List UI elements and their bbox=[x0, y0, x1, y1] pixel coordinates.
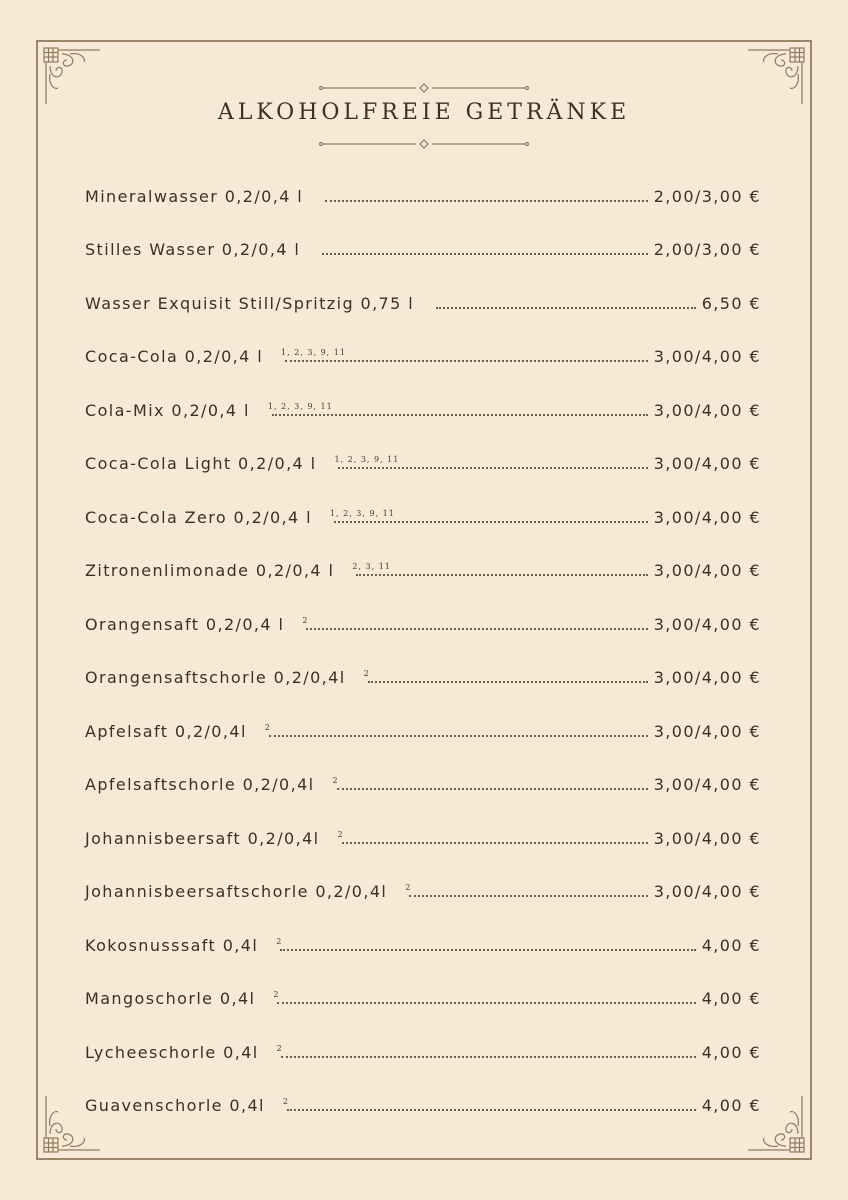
allergen-note: 2 bbox=[276, 1043, 283, 1053]
menu-item bbox=[85, 707, 761, 761]
item-name: Orangensaft 0,2/0,4 l bbox=[85, 614, 285, 634]
menu-item bbox=[85, 654, 761, 708]
menu-item bbox=[85, 547, 761, 601]
dot-leader bbox=[332, 776, 648, 790]
item-name: Mineralwasser 0,2/0,4 l bbox=[85, 186, 304, 206]
allergen-note: 1, 2, 3, 9, 11 bbox=[329, 508, 395, 518]
dot-leader bbox=[329, 508, 648, 523]
dot-leader bbox=[363, 669, 648, 683]
dot-leader bbox=[276, 936, 696, 951]
menu-item bbox=[85, 493, 761, 547]
menu-item bbox=[85, 600, 761, 654]
divider-ornament-icon bbox=[318, 82, 530, 94]
allergen-note: 2 bbox=[405, 883, 412, 892]
item-name: Guavenschorle 0,4l bbox=[85, 1096, 265, 1115]
dot-leader bbox=[267, 401, 648, 416]
item-price: 3,00/4,00 € bbox=[653, 561, 761, 580]
menu-item bbox=[85, 333, 761, 387]
allergen-note: 2 bbox=[282, 1097, 289, 1106]
item-price: 3,00/4,00 € bbox=[653, 721, 761, 741]
dot-leader bbox=[322, 253, 647, 255]
menu-item bbox=[85, 172, 761, 226]
item-price: 2,00/3,00 € bbox=[653, 240, 761, 259]
dot-leader bbox=[352, 562, 647, 576]
allergen-note: 2 bbox=[273, 990, 280, 999]
allergen-note: 2 bbox=[337, 829, 344, 839]
allergen-note: 2 bbox=[276, 936, 283, 946]
corner-ornament-icon bbox=[744, 44, 808, 108]
item-price: 3,00/4,00 € bbox=[653, 882, 761, 901]
menu-item bbox=[85, 279, 761, 333]
dot-leader bbox=[302, 615, 647, 630]
item-name: Orangensaftschorle 0,2/0,4l bbox=[85, 668, 346, 687]
menu-item bbox=[85, 975, 761, 1029]
page-title: ALKOHOLFREIE GETRÄNKE bbox=[217, 100, 631, 125]
item-price: 3,00/4,00 € bbox=[653, 775, 761, 794]
item-price: 3,00/4,00 € bbox=[653, 507, 761, 527]
item-price: 3,00/4,00 € bbox=[653, 668, 761, 687]
item-name: Coca-Cola Light 0,2/0,4 l bbox=[85, 454, 317, 473]
menu-item bbox=[85, 921, 761, 975]
dot-leader bbox=[276, 1043, 696, 1058]
item-name: Coca-Cola 0,2/0,4 l bbox=[85, 347, 264, 366]
item-price: 3,00/4,00 € bbox=[653, 400, 761, 420]
item-price: 4,00 € bbox=[701, 1096, 761, 1115]
item-price: 2,00/3,00 € bbox=[653, 186, 761, 206]
menu-item bbox=[85, 386, 761, 440]
menu-list bbox=[85, 172, 761, 1135]
item-price: 3,00/4,00 € bbox=[653, 347, 761, 366]
dot-leader bbox=[334, 455, 647, 469]
dot-leader bbox=[273, 990, 695, 1004]
item-price: 3,00/4,00 € bbox=[653, 454, 761, 473]
item-name: Apfelsaftschorle 0,2/0,4l bbox=[85, 775, 315, 794]
corner-ornament-icon bbox=[40, 44, 104, 108]
menu-item bbox=[85, 814, 761, 868]
menu-item bbox=[85, 226, 761, 280]
item-name: Apfelsaft 0,2/0,4l bbox=[85, 721, 247, 741]
allergen-note: 2 bbox=[264, 722, 271, 732]
dot-leader bbox=[325, 200, 648, 202]
dot-leader bbox=[337, 829, 648, 844]
menu-item bbox=[85, 440, 761, 494]
item-name: Coca-Cola Zero 0,2/0,4 l bbox=[85, 507, 312, 527]
allergen-note: 2 bbox=[363, 669, 370, 678]
allergen-note: 2 bbox=[332, 776, 339, 785]
dot-leader bbox=[282, 1097, 696, 1111]
menu-item bbox=[85, 1082, 761, 1136]
item-name: Wasser Exquisit Still/Spritzig 0,75 l bbox=[85, 293, 415, 313]
item-price: 3,00/4,00 € bbox=[653, 828, 761, 848]
dot-leader bbox=[436, 307, 696, 309]
menu-item bbox=[85, 761, 761, 815]
menu-item bbox=[85, 868, 761, 922]
divider-ornament-icon bbox=[318, 138, 530, 150]
allergen-note: 2 bbox=[302, 615, 309, 625]
item-price: 6,50 € bbox=[701, 293, 761, 313]
menu-item bbox=[85, 1028, 761, 1082]
allergen-note: 1, 2, 3, 9, 11 bbox=[267, 401, 333, 411]
item-price: 3,00/4,00 € bbox=[653, 614, 761, 634]
item-name: Mangoschorle 0,4l bbox=[85, 989, 256, 1008]
item-name: Johannisbeersaft 0,2/0,4l bbox=[85, 828, 320, 848]
item-name: Lycheeschorle 0,4l bbox=[85, 1042, 259, 1062]
dot-leader bbox=[405, 883, 647, 897]
item-name: Kokosnusssaft 0,4l bbox=[85, 935, 259, 955]
item-price: 4,00 € bbox=[701, 935, 761, 955]
dot-leader bbox=[264, 722, 648, 737]
allergen-note: 1, 2, 3, 9, 11 bbox=[334, 455, 400, 464]
item-price: 4,00 € bbox=[701, 989, 761, 1008]
dot-leader bbox=[281, 348, 648, 362]
item-name: Zitronenlimonade 0,2/0,4 l bbox=[85, 561, 335, 580]
allergen-note: 1, 2, 3, 9, 11 bbox=[281, 348, 346, 357]
item-price: 4,00 € bbox=[701, 1042, 761, 1062]
item-name: Johannisbeersaftschorle 0,2/0,4l bbox=[85, 882, 388, 901]
item-name: Cola-Mix 0,2/0,4 l bbox=[85, 400, 250, 420]
allergen-note: 2, 3, 11 bbox=[352, 562, 391, 571]
item-name: Stilles Wasser 0,2/0,4 l bbox=[85, 240, 301, 259]
